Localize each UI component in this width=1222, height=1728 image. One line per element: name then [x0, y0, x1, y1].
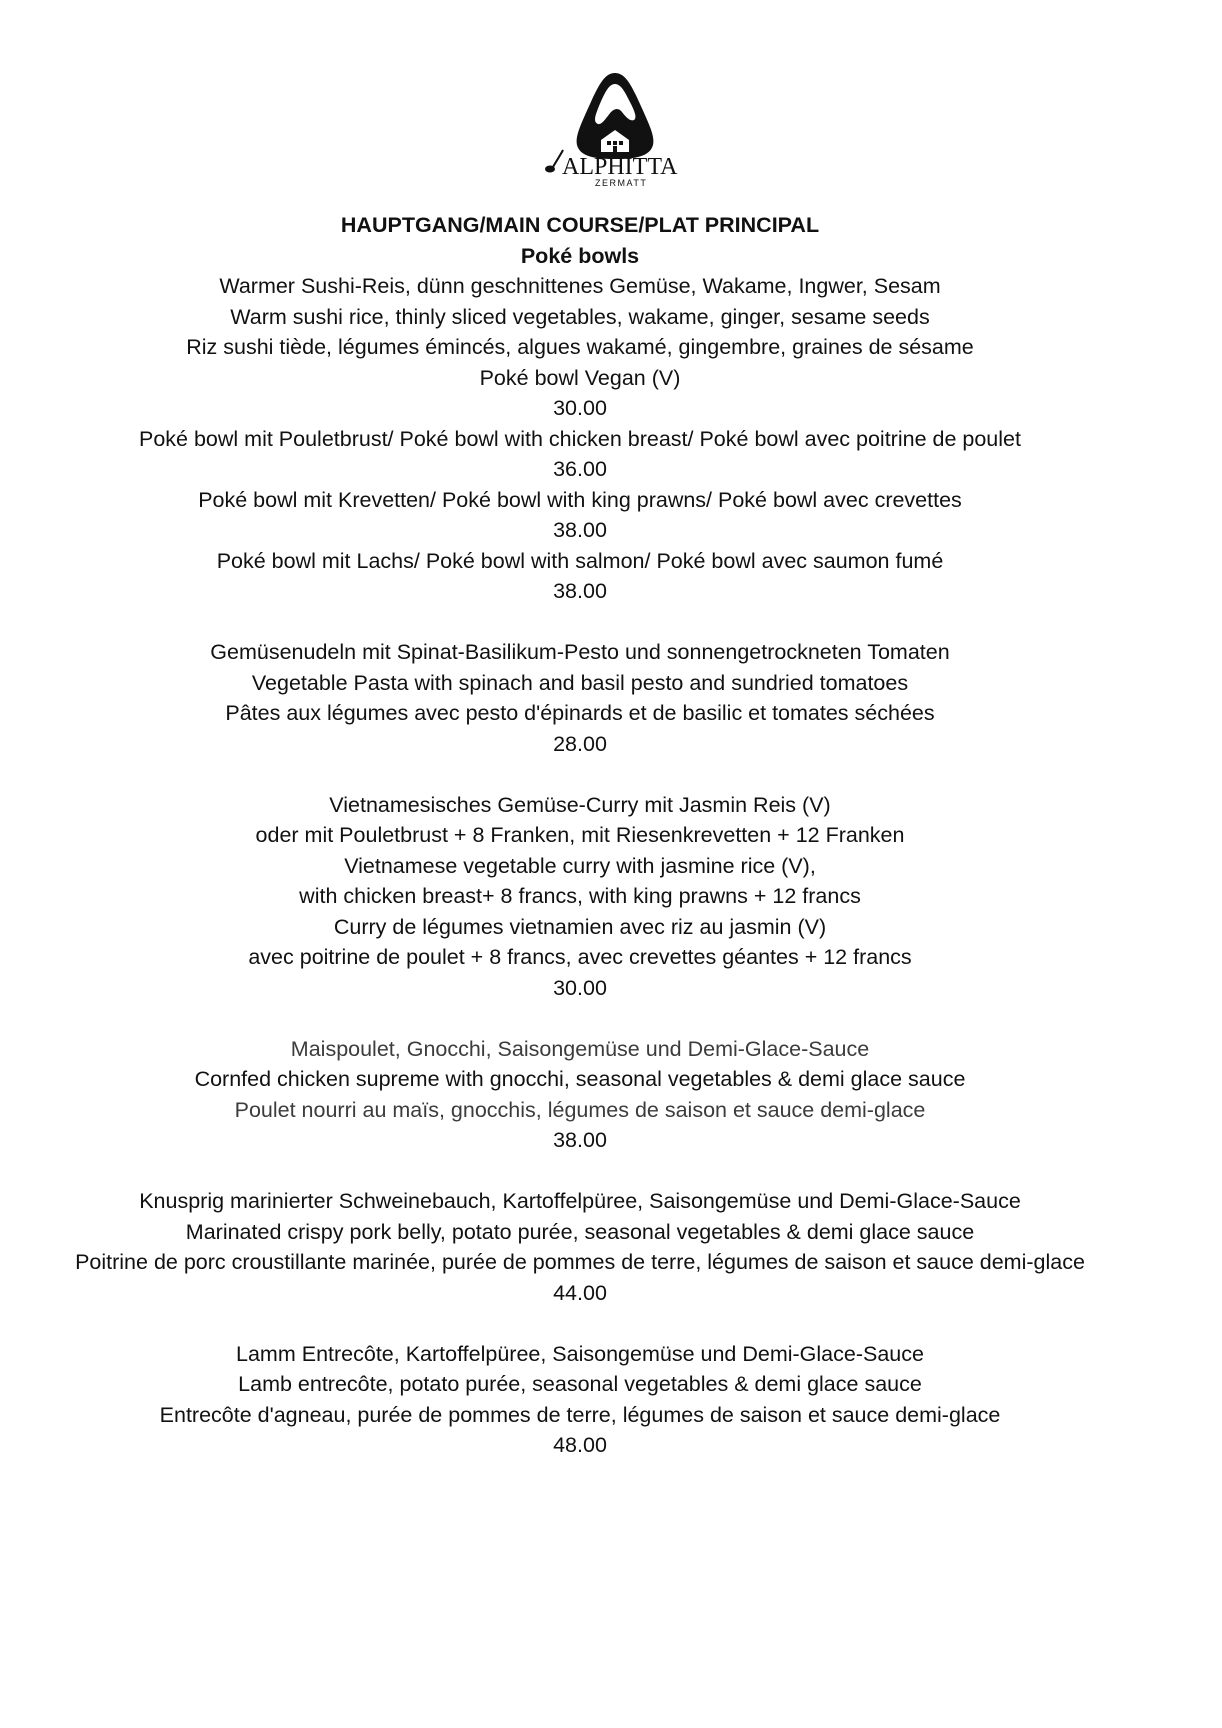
alphitta-logo-mark [535, 70, 695, 188]
poke-option-name: Poké bowl mit Pouletbrust/ Poké bowl with chicken breast/ Poké bowl avec poitrine de poulet [139, 426, 1021, 451]
poke-option-price: 38.00 [553, 518, 607, 542]
dish-price: 28.00 [553, 731, 607, 756]
dish-line: Poitrine de porc croustillante marinée, purée de pommes de terre, légumes de saison et sauce demi-glace [75, 1250, 1085, 1274]
spacer [0, 607, 1160, 638]
dish-line: Lamb entrecôte, potato purée, seasonal vegetables & demi glace sauce [238, 1372, 922, 1396]
dish-line: Maispoulet, Gnocchi, Saisongemüse und Demi-Glace-Sauce [290, 1036, 870, 1061]
dish-price: 30.00 [553, 975, 607, 1000]
dish-line: Gemüsenudeln mit Spinat-Basilikum-Pesto und sonnengetrockneten Tomaten [210, 640, 950, 664]
poke-option-price: 30.00 [553, 396, 607, 420]
dish-line: Curry de légumes vietnamien avec riz au jasmin (V) [333, 914, 827, 939]
dish-line: Cornfed chicken supreme with gnocchi, seasonal vegetables & demi glace sauce [194, 1067, 966, 1091]
dish-line: oder mit Pouletbrust + 8 Franken, mit Riesenkrevetten + 12 Franken [255, 823, 905, 847]
spacer [0, 1156, 1160, 1187]
dish-line: Lamm Entrecôte, Kartoffelpüree, Saisongemüse und Demi-Glace-Sauce [236, 1341, 924, 1366]
spacer [0, 1003, 1160, 1034]
poke-option-name: Poké bowl Vegan (V) [479, 365, 681, 390]
dish-price: 44.00 [553, 1280, 607, 1305]
spacer [0, 1308, 1160, 1339]
poke-option-name: Poké bowl mit Krevetten/ Poké bowl with king prawns/ Poké bowl avec crevettes [198, 487, 962, 512]
section-title: HAUPTGANG/MAIN COURSE/PLAT PRINCIPAL [340, 213, 820, 237]
poke-desc-en: Warm sushi rice, thinly sliced vegetables, wakame, ginger, sesame seeds [230, 304, 930, 329]
poke-desc-fr: Riz sushi tiède, légumes émincés, algues wakamé, gingembre, graines de sésame [186, 335, 974, 359]
logo-name-text: ALPHITTA [562, 154, 678, 180]
dish-line: Knusprig marinierter Schweinebauch, Kartoffelpüree, Saisongemüse und Demi-Glace-Sauce [139, 1189, 1021, 1213]
poke-option-name: Poké bowl mit Lachs/ Poké bowl with salmon/ Poké bowl avec saumon fumé [216, 548, 944, 573]
menu-content [0, 210, 1160, 1461]
alphitta-logo [535, 70, 695, 188]
dish-line: Vietnamese vegetable curry with jasmine rice (V), [344, 853, 816, 878]
poke-desc-de: Warmer Sushi-Reis, dünn geschnittenes Gemüse, Wakame, Ingwer, Sesam [219, 274, 941, 298]
dish-price: 38.00 [553, 1128, 607, 1152]
dish-line: Vegetable Pasta with spinach and basil pesto and sundried tomatoes [251, 670, 909, 695]
logo-subtitle-text: ZERMATT [595, 178, 648, 188]
poke-option-price: 36.00 [553, 457, 607, 481]
dish-line: with chicken breast+ 8 francs, with king prawns + 12 francs [299, 884, 861, 908]
dish-line: Entrecôte d'agneau, purée de pommes de terre, légumes de saison et sauce demi-glace [159, 1402, 1001, 1427]
dish-price: 48.00 [553, 1433, 607, 1457]
dish-line: Pâtes aux légumes avec pesto d'épinards et de basilic et tomates séchées [225, 701, 935, 725]
dish-line: avec poitrine de poulet + 8 francs, avec crevettes géantes + 12 francs [248, 945, 912, 969]
spacer [0, 759, 1160, 790]
dish-line: Marinated crispy pork belly, potato purée, seasonal vegetables & demi glace sauce [185, 1219, 975, 1244]
dish-line: Vietnamesisches Gemüse-Curry mit Jasmin Reis (V) [329, 792, 831, 817]
dish-line: Poulet nourri au maïs, gnocchis, légumes de saison et sauce demi-glace [234, 1097, 926, 1122]
poke-option-price: 38.00 [553, 579, 607, 603]
poke-bowls-title: Poké bowls [520, 243, 640, 268]
